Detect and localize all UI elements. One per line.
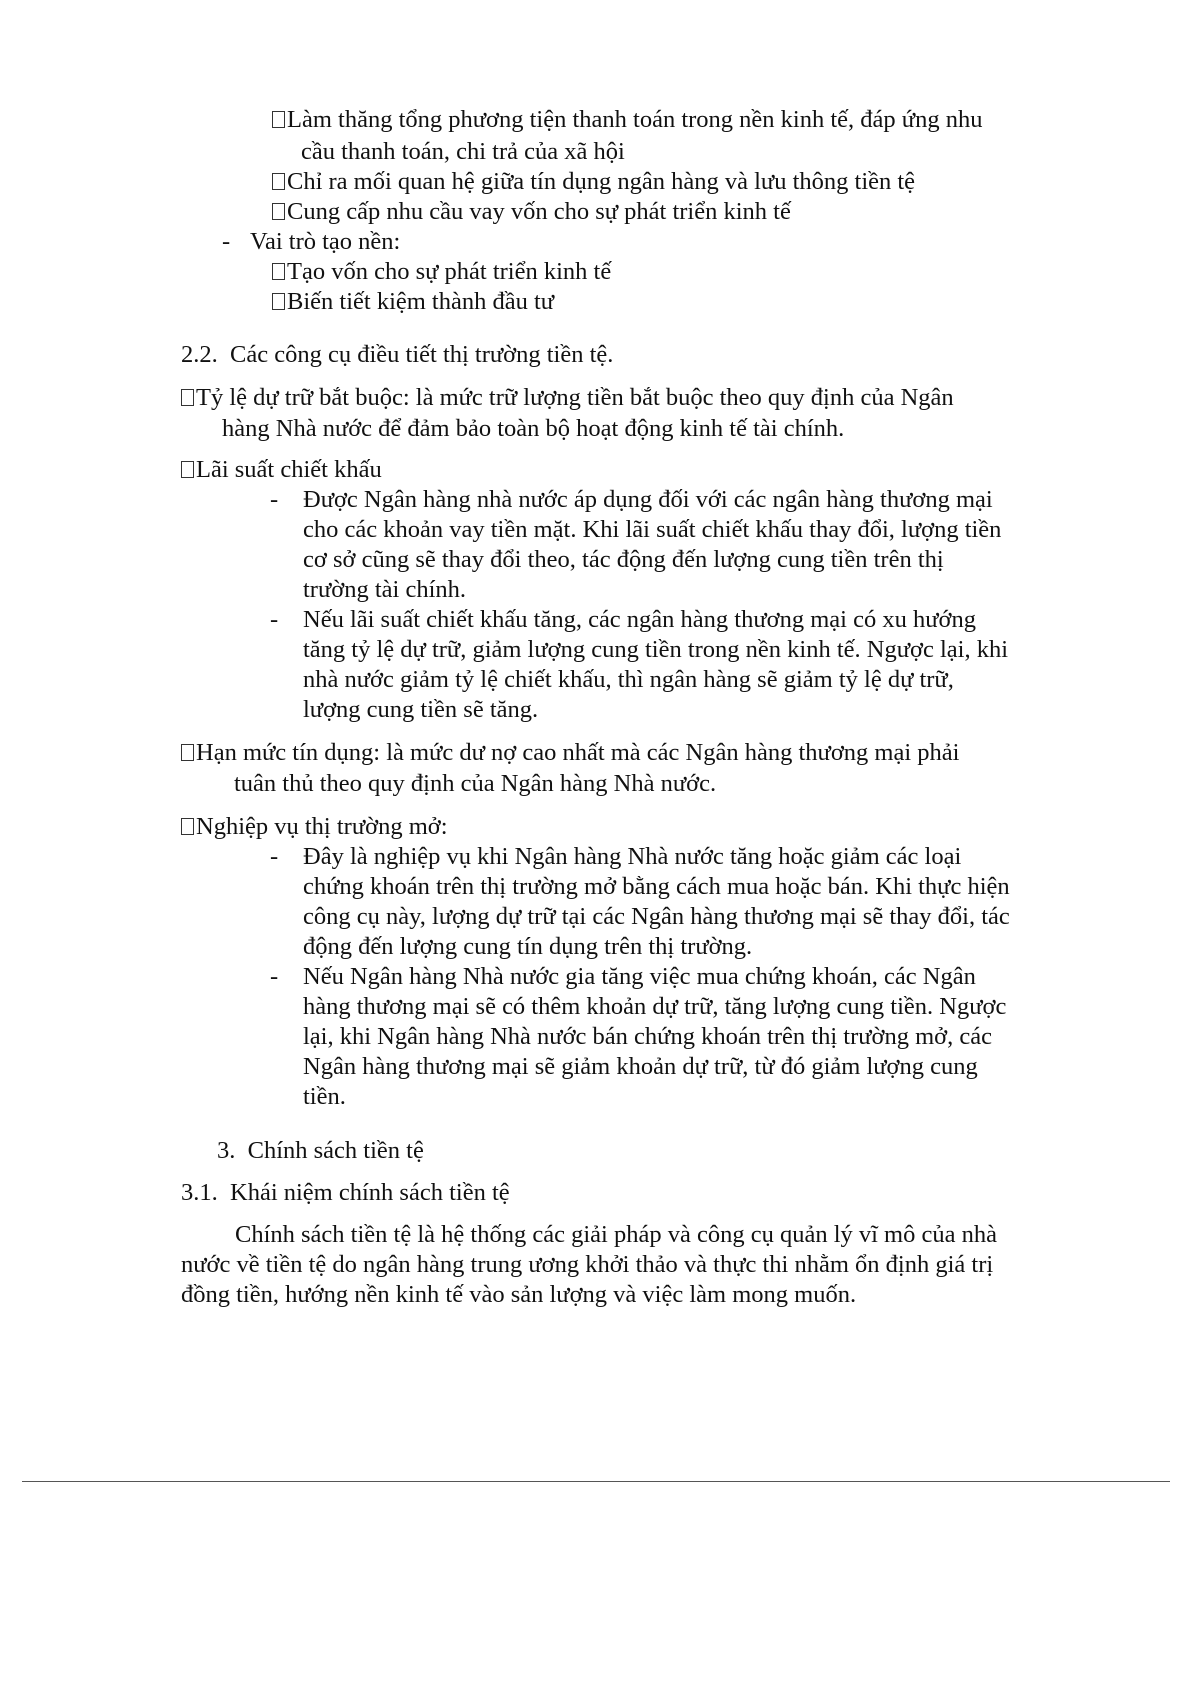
paragraph-line: Chính sách tiền tệ là hệ thống các giải pháp và công cụ quản lý vĩ mô của nhà (235, 1221, 997, 1248)
text-line: Nếu lãi suất chiết khấu tăng, các ngân hàng thương mại có xu hướng (303, 606, 976, 633)
text-line: Hạn mức tín dụng: là mức dư nợ cao nhất mà các Ngân hàng thương mại phải (196, 739, 960, 766)
text-line: tăng tỷ lệ dự trữ, giảm lượng cung tiền trong nền kinh tế. Ngược lại, khi (303, 636, 1009, 663)
dash-marker: - (222, 228, 231, 255)
text-line: tiền. (303, 1083, 346, 1110)
text-line: hàng thương mại sẽ có thêm khoản dự trữ, tăng lượng cung tiền. Ngược (303, 993, 1007, 1020)
text-line: động đến lượng cung tín dụng trên thị trường. (303, 933, 753, 960)
bullet-item (181, 812, 448, 842)
text-line: trường tài chính. (303, 576, 466, 603)
checkbox-glyph-icon (272, 203, 285, 220)
paragraph-line: nước về tiền tệ do ngân hàng trung ương khởi thảo và thực thi nhằm ổn định giá trị (181, 1251, 994, 1278)
text-line: cầu thanh toán, chi trả của xã hội (301, 138, 625, 165)
text-line: chứng khoán trên thị trường mở bằng cách mua hoặc bán. Khi thực hiện (303, 873, 1010, 900)
text-line: lượng cung tiền sẽ tăng. (303, 696, 539, 723)
checkbox-glyph-icon (181, 818, 194, 835)
bullet-item (272, 197, 791, 227)
dash-marker: - (270, 486, 279, 513)
text-line: tuân thủ theo quy định của Ngân hàng Nhà nước. (234, 770, 717, 797)
text-line: hàng Nhà nước để đảm bảo toàn bộ hoạt động kinh tế tài chính. (222, 415, 845, 442)
section-heading-2-2: 2.2. Các công cụ điều tiết thị trường tiền tệ. (181, 341, 614, 368)
dash-marker: - (270, 606, 279, 633)
text-line: Lãi suất chiết khấu (196, 456, 382, 483)
bullet-item (272, 257, 611, 287)
text-line: Tạo vốn cho sự phát triển kinh tế (287, 258, 612, 285)
text-line: nhà nước giảm tỷ lệ chiết khấu, thì ngân hàng sẽ giảm tỷ lệ dự trữ, (303, 666, 954, 693)
text-line: Nghiệp vụ thị trường mở: (196, 813, 448, 840)
text-line: cơ sở cũng sẽ thay đổi theo, tác động đến lượng cung tiền trên thị (303, 546, 944, 573)
bullet-item (272, 287, 554, 317)
checkbox-glyph-icon (272, 293, 285, 310)
text-line: Vai trò tạo nền: (250, 228, 401, 255)
bullet-item (272, 105, 982, 135)
checkbox-glyph-icon (272, 173, 285, 190)
text-line: Tỷ lệ dự trữ bắt buộc: là mức trữ lượng tiền bắt buộc theo quy định của Ngân (196, 384, 954, 411)
checkbox-glyph-icon (272, 111, 285, 128)
text-line: Nếu Ngân hàng Nhà nước gia tăng việc mua chứng khoán, các Ngân (303, 963, 976, 990)
checkbox-glyph-icon (272, 263, 285, 280)
dash-marker: - (270, 963, 279, 990)
section-heading-3-1: 3.1. Khái niệm chính sách tiền tệ (181, 1179, 510, 1206)
text-line: Cung cấp nhu cầu vay vốn cho sự phát triển kinh tế (287, 198, 791, 225)
paragraph-line: đồng tiền, hướng nền kinh tế vào sản lượng và việc làm mong muốn. (181, 1281, 857, 1308)
text-line: Đây là nghiệp vụ khi Ngân hàng Nhà nước tăng hoặc giảm các loại (303, 843, 962, 870)
text-line: công cụ này, lượng dự trữ tại các Ngân hàng thương mại sẽ thay đổi, tác (303, 903, 1010, 930)
bullet-item (181, 738, 959, 768)
text-line: lại, khi Ngân hàng Nhà nước bán chứng khoán trên thị trường mở, các (303, 1023, 992, 1050)
bullet-item (181, 383, 954, 413)
text-line: Được Ngân hàng nhà nước áp dụng đối với các ngân hàng thương mại (303, 486, 993, 513)
text-line: Chỉ ra mối quan hệ giữa tín dụng ngân hàng và lưu thông tiền tệ (287, 168, 916, 195)
checkbox-glyph-icon (181, 744, 194, 761)
text-line: Biến tiết kiệm thành đầu tư (287, 288, 555, 315)
text-line: Làm thăng tổng phương tiện thanh toán trong nền kinh tế, đáp ứng nhu (287, 106, 983, 133)
page-divider (22, 1481, 1170, 1482)
bullet-item (181, 455, 382, 485)
section-heading-3: 3. Chính sách tiền tệ (217, 1137, 424, 1164)
dash-marker: - (270, 843, 279, 870)
text-line: cho các khoản vay tiền mặt. Khi lãi suất chiết khấu thay đổi, lượng tiền (303, 516, 1002, 543)
text-line: Ngân hàng thương mại sẽ giảm khoản dự trữ, từ đó giảm lượng cung (303, 1053, 978, 1080)
checkbox-glyph-icon (181, 461, 194, 478)
bullet-item (272, 167, 915, 197)
checkbox-glyph-icon (181, 389, 194, 406)
